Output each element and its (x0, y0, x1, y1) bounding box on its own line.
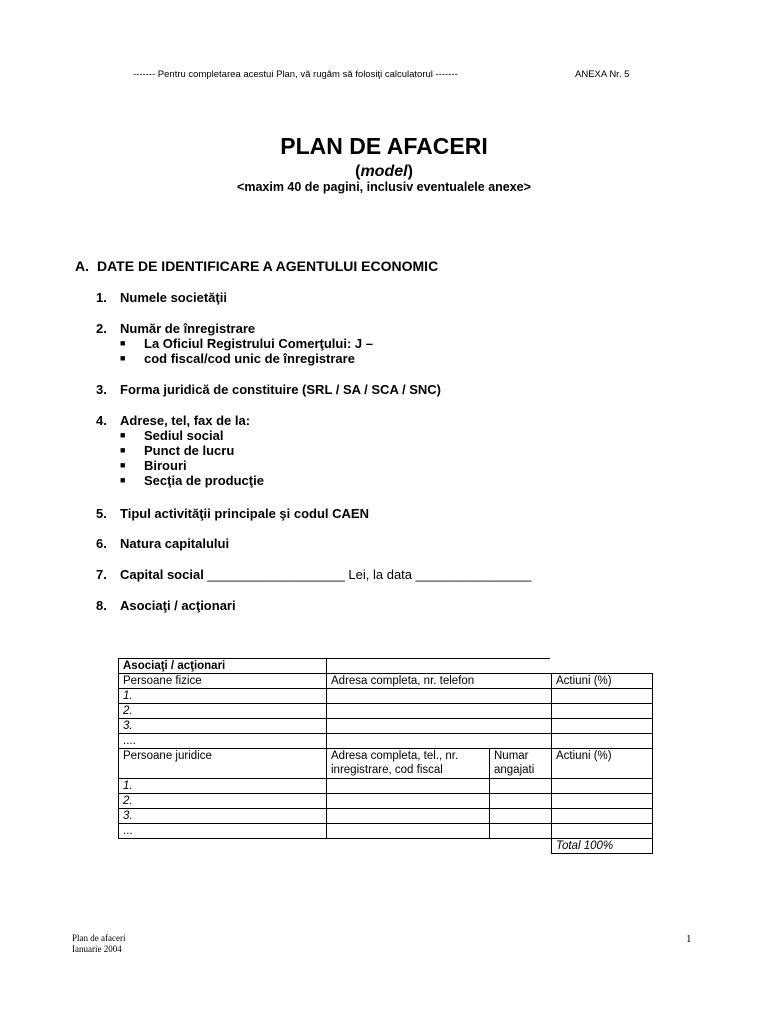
item-4-sub-1 (120, 428, 223, 443)
model-close-paren: ) (407, 163, 413, 180)
item-6 (96, 536, 229, 551)
model-label (0, 163, 768, 181)
table-row (119, 779, 653, 794)
model-word: model (360, 163, 408, 180)
row-label: 2. (119, 794, 327, 809)
table-row (119, 824, 653, 839)
table-title: Asociaţi / acţionari (119, 659, 327, 674)
item-label: Număr de înregistrare (120, 321, 256, 336)
header-numar-angajati: Numar angajati (490, 749, 552, 779)
item-3 (96, 382, 441, 397)
sub-label: Punct de lucru (144, 443, 235, 458)
total-cell: Total 100% (552, 839, 653, 854)
footer-left (72, 933, 125, 955)
page-number: 1 (686, 933, 692, 945)
section-letter: A. (75, 258, 89, 274)
header-actiuni-juridice: Actiuni (%) (552, 749, 653, 779)
item-4-sub-3 (120, 458, 187, 473)
item-number: 8. (96, 598, 107, 613)
bullet-icon: ■ (120, 460, 126, 470)
sub-label: Secţia de producţie (144, 473, 264, 488)
header-persoane-juridice: Persoane juridice (119, 749, 327, 779)
item-4-sub-4 (120, 473, 264, 488)
item-label: Capital social (120, 567, 204, 582)
bullet-icon: ■ (120, 445, 126, 455)
table-row (119, 749, 653, 779)
item-number: 4. (96, 413, 107, 428)
sub-label: La Oficiul Registrului Comerţului: J – (144, 336, 373, 351)
item-label: Natura capitalului (120, 536, 230, 551)
item-label: Asociaţi / acţionari (120, 598, 236, 613)
row-label: .... (119, 734, 327, 749)
table-row (119, 674, 653, 689)
header-persoane-fizice: Persoane fizice (119, 674, 327, 689)
bullet-icon: ■ (120, 338, 126, 348)
item-label: Adrese, tel, fax de la: (120, 413, 251, 428)
sub-label: Sediul social (144, 428, 224, 443)
item-extra: (SRL / SA / SCA / SNC) (298, 382, 441, 397)
bullet-icon: ■ (120, 475, 126, 485)
item-number: 6. (96, 536, 107, 551)
item-8 (96, 598, 236, 613)
header-adresa-juridice: Adresa completa, tel., nr. inregistrare, cod fiscal (327, 749, 490, 779)
row-label: ... (119, 824, 327, 839)
item-label: Tipul activităţii principale şi codul CAEN (120, 506, 369, 521)
bullet-icon: ■ (120, 353, 126, 363)
item-7 (96, 567, 531, 582)
item-4-sub-2 (120, 443, 234, 458)
item-number: 1. (96, 290, 107, 305)
item-number: 7. (96, 567, 107, 582)
item-number: 5. (96, 506, 107, 521)
row-label: 3. (119, 809, 327, 824)
shareholders-table (118, 658, 653, 854)
item-5 (96, 506, 369, 521)
header-adresa-fizice: Adresa completa, nr. telefon (327, 674, 552, 689)
item-label: Numele societăţii (120, 290, 227, 305)
row-label: 1. (119, 689, 327, 704)
item-1 (96, 290, 227, 305)
item-2 (96, 321, 255, 336)
bullet-icon: ■ (120, 430, 126, 440)
footer-date: Ianuarie 2004 (72, 944, 122, 954)
table-row (119, 704, 653, 719)
item-2-sub-2 (120, 351, 355, 366)
table-row (119, 839, 653, 854)
sub-label: cod fiscal/cod unic de înregistrare (144, 351, 355, 366)
item-number: 3. (96, 382, 107, 397)
header-actiuni-fizice: Actiuni (%) (552, 674, 653, 689)
sub-label: Birouri (144, 458, 187, 473)
section-label: DATE DE IDENTIFICARE A AGENTULUI ECONOMIC (97, 258, 439, 274)
row-label: 2. (119, 704, 327, 719)
item-number: 2. (96, 321, 107, 336)
row-label: 3. (119, 719, 327, 734)
capital-blank-fields: ___________________ Lei, la data ________________ (203, 567, 532, 582)
table-row (119, 719, 653, 734)
footer-doc-name: Plan de afaceri (72, 933, 126, 943)
document-title: PLAN DE AFACERI (280, 133, 488, 159)
item-label: Forma juridică de constituire (120, 382, 299, 397)
model-open-paren: ( (355, 163, 361, 180)
table-row (119, 734, 653, 749)
document-subtitle: <maxim 40 de pagini, inclusiv eventualele anexe> (237, 180, 531, 194)
item-2-sub-1 (120, 336, 373, 351)
header-note: ------- Pentru completarea acestui Plan, vă rugăm să folosiţi calculatorul ------- (133, 69, 458, 80)
table-row (119, 809, 653, 824)
section-a-heading (75, 258, 438, 274)
table-row (119, 794, 653, 809)
item-4 (96, 413, 250, 428)
row-label: 1. (119, 779, 327, 794)
anexa-label: ANEXA Nr. 5 (575, 69, 630, 80)
table-row (119, 689, 653, 704)
